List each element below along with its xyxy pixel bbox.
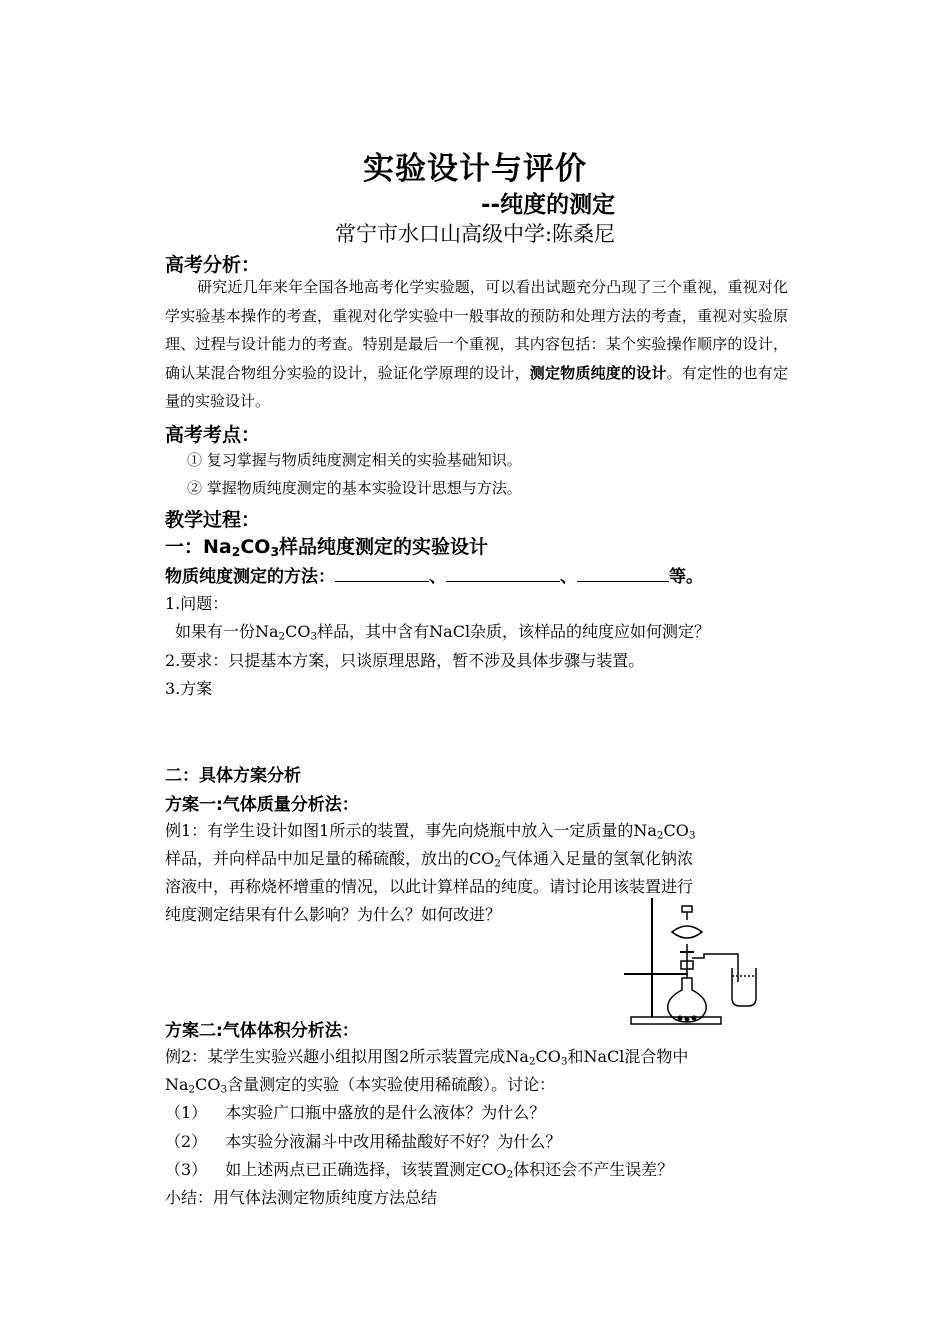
plan-label: 3.方案 <box>165 679 213 698</box>
blank-3[interactable] <box>577 565 669 582</box>
delivery-tube <box>692 954 738 982</box>
blank-2[interactable] <box>446 565 560 582</box>
example1-line3: 溶液中，再称烧杯增重的情况，以此计算样品的纯度。请讨论用该装置进行 <box>165 877 694 896</box>
section1-heading: 一：$Na_2CO_3$样品纯度测定的实验设计 <box>165 536 489 560</box>
discussion-q2: （2） 本实验分液漏斗中改用稀盐酸好不好？为什么？ <box>165 1132 562 1151</box>
discussion-q1: （1） 本实验广口瓶中盛放的是什么液体？为什么？ <box>165 1103 546 1122</box>
point-item-1: ① 复习掌握与物质纯度测定相关的实验基础知识。 <box>187 451 522 469</box>
analysis-paragraph: 研究近几年来年全国各地高考化学实验题，可以看出试题充分凸现了三个重视，重视对化学实验基本操作的考查，重视对化学实验中一般事故的预防和处理方法的考查，重视对实验原理、过程与设计能力的考查。特别是最后一个重视，其内容包括：某个实验操作顺序的设计，确认某混合物组分实验的设计，验证化学原理的设计，测定物质纯度的设计。有定性的也有定量的实验设计。 <box>165 278 788 410</box>
question-label: 1.问题： <box>165 594 229 613</box>
apparatus-figure-1 <box>618 892 768 1028</box>
blank-1[interactable] <box>335 565 429 582</box>
plan2-heading: 方案二:气体体积分析法： <box>165 1021 359 1041</box>
question-text: 如果有一份$Na_2CO_3$样品，其中含有NaCl杂质，该样品的纯度应如何测定？ <box>175 622 711 643</box>
analysis-emphasis: 测定物质纯度的设计 <box>529 363 667 382</box>
point-item-2: ② 掌握物质纯度测定的基本实验设计思想与方法。 <box>187 479 522 497</box>
flask <box>668 978 706 1022</box>
example1-line1: 例1：有学生设计如图1所示的装置，事先向烧瓶中放入一定质量的$Na_2CO_3$ <box>165 821 696 842</box>
summary-line: 小结：用气体法测定物质纯度方法总结 <box>165 1188 438 1207</box>
analysis-heading: 高考分析： <box>165 254 261 276</box>
points-heading: 高考考点： <box>165 424 261 446</box>
author-line: 常宁市水口山高级中学:陈桑尼 <box>334 222 616 246</box>
requirement-text: 2.要求：只提基本方案，只谈原理思路，暂不涉及具体步骤与装置。 <box>165 651 645 670</box>
example2-line2: $Na_2CO_3$含量测定的实验（本实验使用稀硫酸）。讨论： <box>165 1075 556 1096</box>
discussion-q3: （3） 如上述两点已正确选择，该装置测定$CO_2$体积还会不产生误差？ <box>165 1160 674 1181</box>
methods-line: 物质纯度测定的方法： 、 、 等。 <box>165 567 703 587</box>
example1-line2: 样品，并向样品中加足量的稀硫酸，放出的$CO_2$气体通入足量的氢氧化钠浓 <box>165 849 694 870</box>
page-subtitle: --纯度的测定 <box>481 192 616 218</box>
example2-line1: 例2：某学生实验兴趣小组拟用图2所示装置完成$Na_2CO_3$和NaCl混合物中 <box>165 1047 689 1068</box>
section2-heading: 二：具体方案分析 <box>165 766 301 786</box>
funnel-bulb <box>672 926 702 938</box>
plan1-heading: 方案一:气体质量分析法： <box>165 795 359 815</box>
beaker <box>732 968 756 1006</box>
page-title: 实验设计与评价 <box>363 151 587 187</box>
process-heading: 教学过程： <box>165 509 261 531</box>
example1-line4: 纯度测定结果有什么影响？为什么？如何改进？ <box>165 905 502 924</box>
